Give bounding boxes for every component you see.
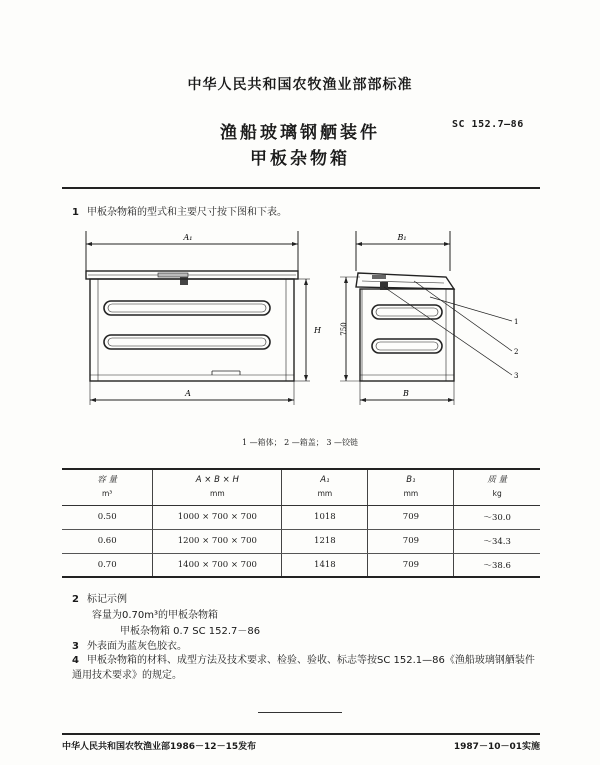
dim-750-label: 750	[340, 322, 348, 336]
header-capacity: 容 量 m³	[62, 469, 153, 505]
standard-number: SC 152.7—86	[452, 119, 524, 130]
technical-drawing	[62, 225, 540, 435]
section-2-number: 2	[72, 594, 79, 605]
cell-capacity: 0.70	[62, 553, 153, 577]
section-2-title: 标记示例	[86, 594, 127, 605]
cell-mass: ～30.0	[454, 505, 540, 529]
callout-1: 1	[514, 318, 519, 326]
cell-a1: 1418	[282, 553, 368, 577]
header-mass: 质 量 kg	[454, 469, 540, 505]
table-header-row	[62, 469, 540, 505]
section-3	[72, 637, 187, 652]
cell-capacity: 0.60	[62, 529, 153, 553]
header-dimensions: A × B × H mm	[153, 469, 282, 505]
section-1	[72, 203, 287, 218]
callout-3: 3	[514, 372, 519, 380]
title-line-1: 渔船玻璃钢舾装件	[220, 123, 380, 143]
dim-a-label: A	[185, 389, 191, 398]
cell-b1: 709	[368, 553, 454, 577]
cell-a1: 1018	[282, 505, 368, 529]
section-1-number: 1	[72, 207, 79, 218]
callout-2: 2	[514, 348, 519, 356]
section-4-text: 甲板杂物箱的材料、成型方法及技术要求、检验、验收、标志等按SC 152.1—86《渔船玻璃钢舾装件 通用技术要求》的规定。	[72, 655, 535, 681]
section-1-text: 甲板杂物箱的型式和主要尺寸按下图和下表。	[86, 207, 287, 218]
table-row	[62, 529, 540, 553]
section-3-number: 3	[72, 641, 79, 652]
cell-mass: ～34.3	[454, 529, 540, 553]
cell-mass: ～38.6	[454, 553, 540, 577]
section-4-number: 4	[72, 655, 79, 666]
dim-h-label: H	[314, 326, 321, 335]
dim-b1-label: B₁	[397, 233, 407, 242]
cell-dimensions: 1200 × 700 × 700	[153, 529, 282, 553]
section-3-text: 外表面为蓝灰色胶衣。	[86, 641, 187, 652]
dim-b-label: B	[403, 389, 409, 398]
footer-rule	[62, 733, 540, 735]
table-row	[62, 553, 540, 577]
marking-example-description: 容量为0.70m³的甲板杂物箱	[92, 610, 219, 621]
marking-example-code: 甲板杂物箱 0.7 SC 152.7－86	[120, 626, 261, 637]
header-rule	[62, 187, 540, 189]
title-line-2: 甲板杂物箱	[250, 149, 350, 169]
issuer-heading: 中华人民共和国农牧渔业部部标准	[187, 77, 413, 93]
footer-issued: 中华人民共和国农牧渔业部1986－12－15发布	[62, 742, 257, 752]
dim-a1-label: A₁	[183, 233, 193, 242]
header-b1: B₁ mm	[368, 469, 454, 505]
header-a1: A₁ mm	[282, 469, 368, 505]
cell-dimensions: 1400 × 700 × 700	[153, 553, 282, 577]
section-2	[72, 590, 127, 605]
figure-caption: 1 —箱体； 2 —箱盖； 3 —铰链	[242, 438, 358, 447]
cell-b1: 709	[368, 505, 454, 529]
cell-a1: 1218	[282, 529, 368, 553]
table-row	[62, 505, 540, 529]
cell-capacity: 0.50	[62, 505, 153, 529]
closing-rule	[258, 712, 342, 713]
spec-table	[62, 468, 540, 578]
footer-effective: 1987－10－01实施	[453, 742, 540, 752]
cell-b1: 709	[368, 529, 454, 553]
section-4	[72, 653, 542, 683]
cell-dimensions: 1000 × 700 × 700	[153, 505, 282, 529]
